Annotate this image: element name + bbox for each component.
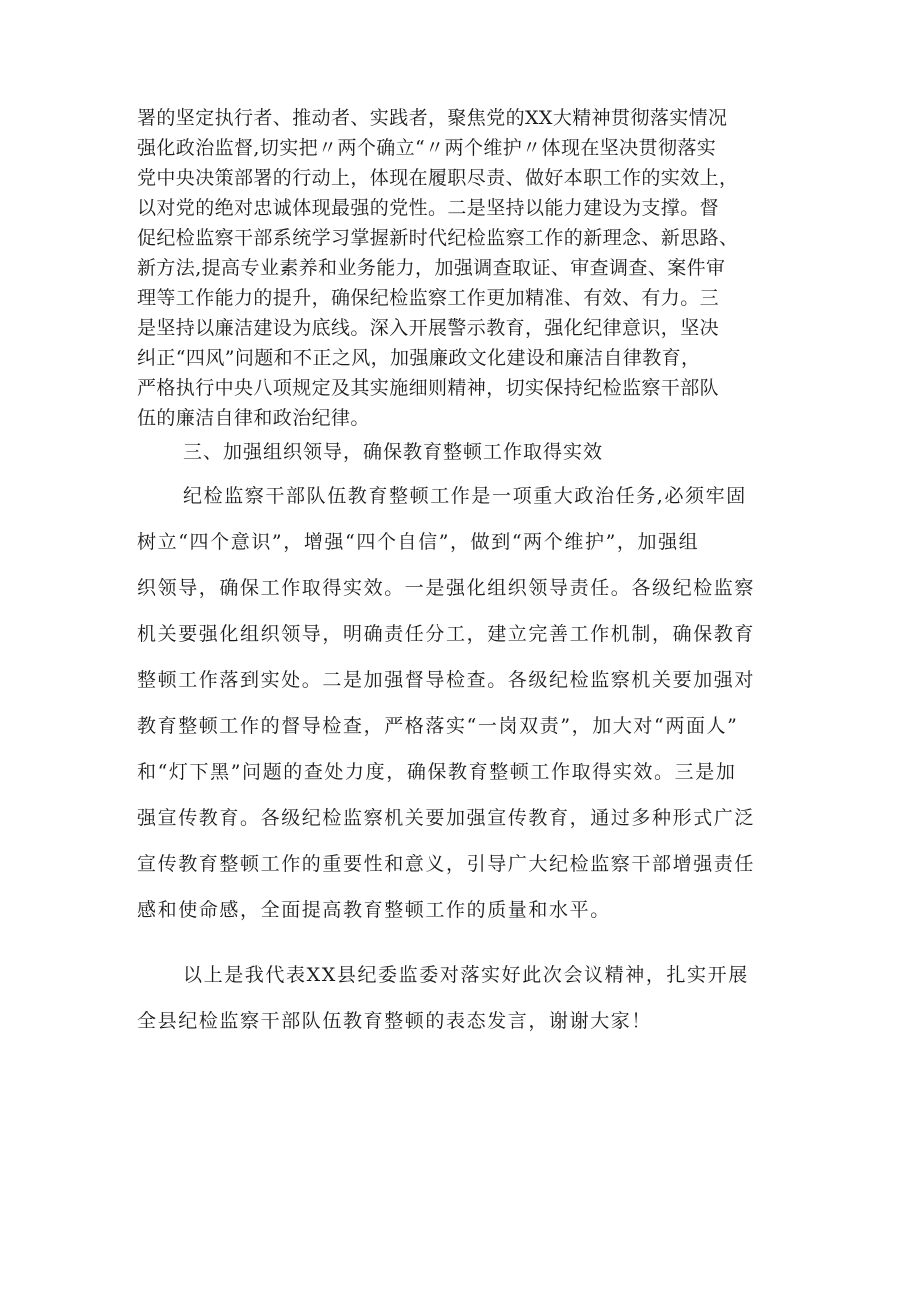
text-line: 纠正“四风”问题和不正之风，加强廉政文化建设和廉洁自律教育， [137, 347, 701, 369]
text-line: 机关要强化组织领导，明确责任分工，建立完善工作机制，确保教育 [137, 623, 756, 645]
paragraph-organizational-leadership [137, 473, 797, 933]
text-line: 党中央决策部署的行动上，体现在履职尽责、做好本职工作的实效上， [137, 167, 739, 189]
text-line: 教育整顿工作的督导检查，严格落实“一岗双责”，加大对“两面人” [137, 715, 739, 737]
text-line: 强宣传教育。各级纪检监察机关要加强宣传教育，通过多种形式广泛 [137, 807, 756, 829]
text-line: 伍的廉洁自律和政治纪律。 [137, 407, 370, 429]
text-line: 织领导，确保工作取得实效。一是强化组织领导责任。各级纪检监察 [137, 577, 756, 599]
text-line: 新方法,提高专业素养和业务能力，加强调查取证、审查调查、案件审 [137, 257, 726, 279]
section-heading [183, 437, 783, 467]
text-line: 全县纪检监察干部队伍教育整顿的表态发言，谢谢大家！ [137, 1010, 653, 1032]
text-line: 宣传教育整顿工作的重要性和意义，引导广大纪检监察干部增强责任 [137, 853, 756, 875]
paragraph-closing-remarks [137, 952, 797, 1044]
text-line: 理等工作能力的提升，确保纪检监察工作更加精准、有效、有力。三 [137, 287, 720, 309]
text-line: 促纪检监察干部系统学习掌握新时代纪检监察工作的新理念、新思路、 [137, 227, 739, 249]
text-line: 纪检监察干部队伍教育整顿工作是一项重大政治任务,必须牢固 [183, 485, 747, 507]
text-line: 树立“四个意识”，增强“四个自信”，做到“两个维护”，加强组 [137, 531, 700, 553]
text-line: 强化政治监督,切实把〃两个确立“〃两个维护〃体现在坚决贯彻落实 [137, 137, 717, 159]
text-line: 感和使命感，全面提高教育整顿工作的质量和水平。 [137, 899, 611, 921]
section-heading-text: 三、加强组织领导，确保教育整顿工作取得实效 [183, 441, 604, 463]
paragraph-political-oversight [137, 103, 797, 433]
text-line: 以对党的绝对忠诚体现最强的党性。二是坚持以能力建设为支撑。督 [137, 197, 720, 219]
text-line: 和“灯下黑”问题的查处力度，确保教育整顿工作取得实效。三是加 [137, 761, 737, 783]
text-line: 是坚持以廉洁建设为底线。深入开展警示教育，强化纪律意识，坚决 [137, 317, 720, 339]
text-line: 严格执行中央八项规定及其实施细则精神，切实保持纪检监察干部队 [137, 377, 720, 399]
text-line: 以上是我代表XX县纪委监委对落实好此次会议精神，扎实开展 [183, 964, 749, 986]
text-line: 署的坚定执行者、推动者、实践者，聚焦党的XX大精神贯彻落实情况 [137, 107, 728, 129]
text-line: 整顿工作落到实处。二是加强督导检查。各级纪检监察机关要加强对 [137, 669, 756, 691]
